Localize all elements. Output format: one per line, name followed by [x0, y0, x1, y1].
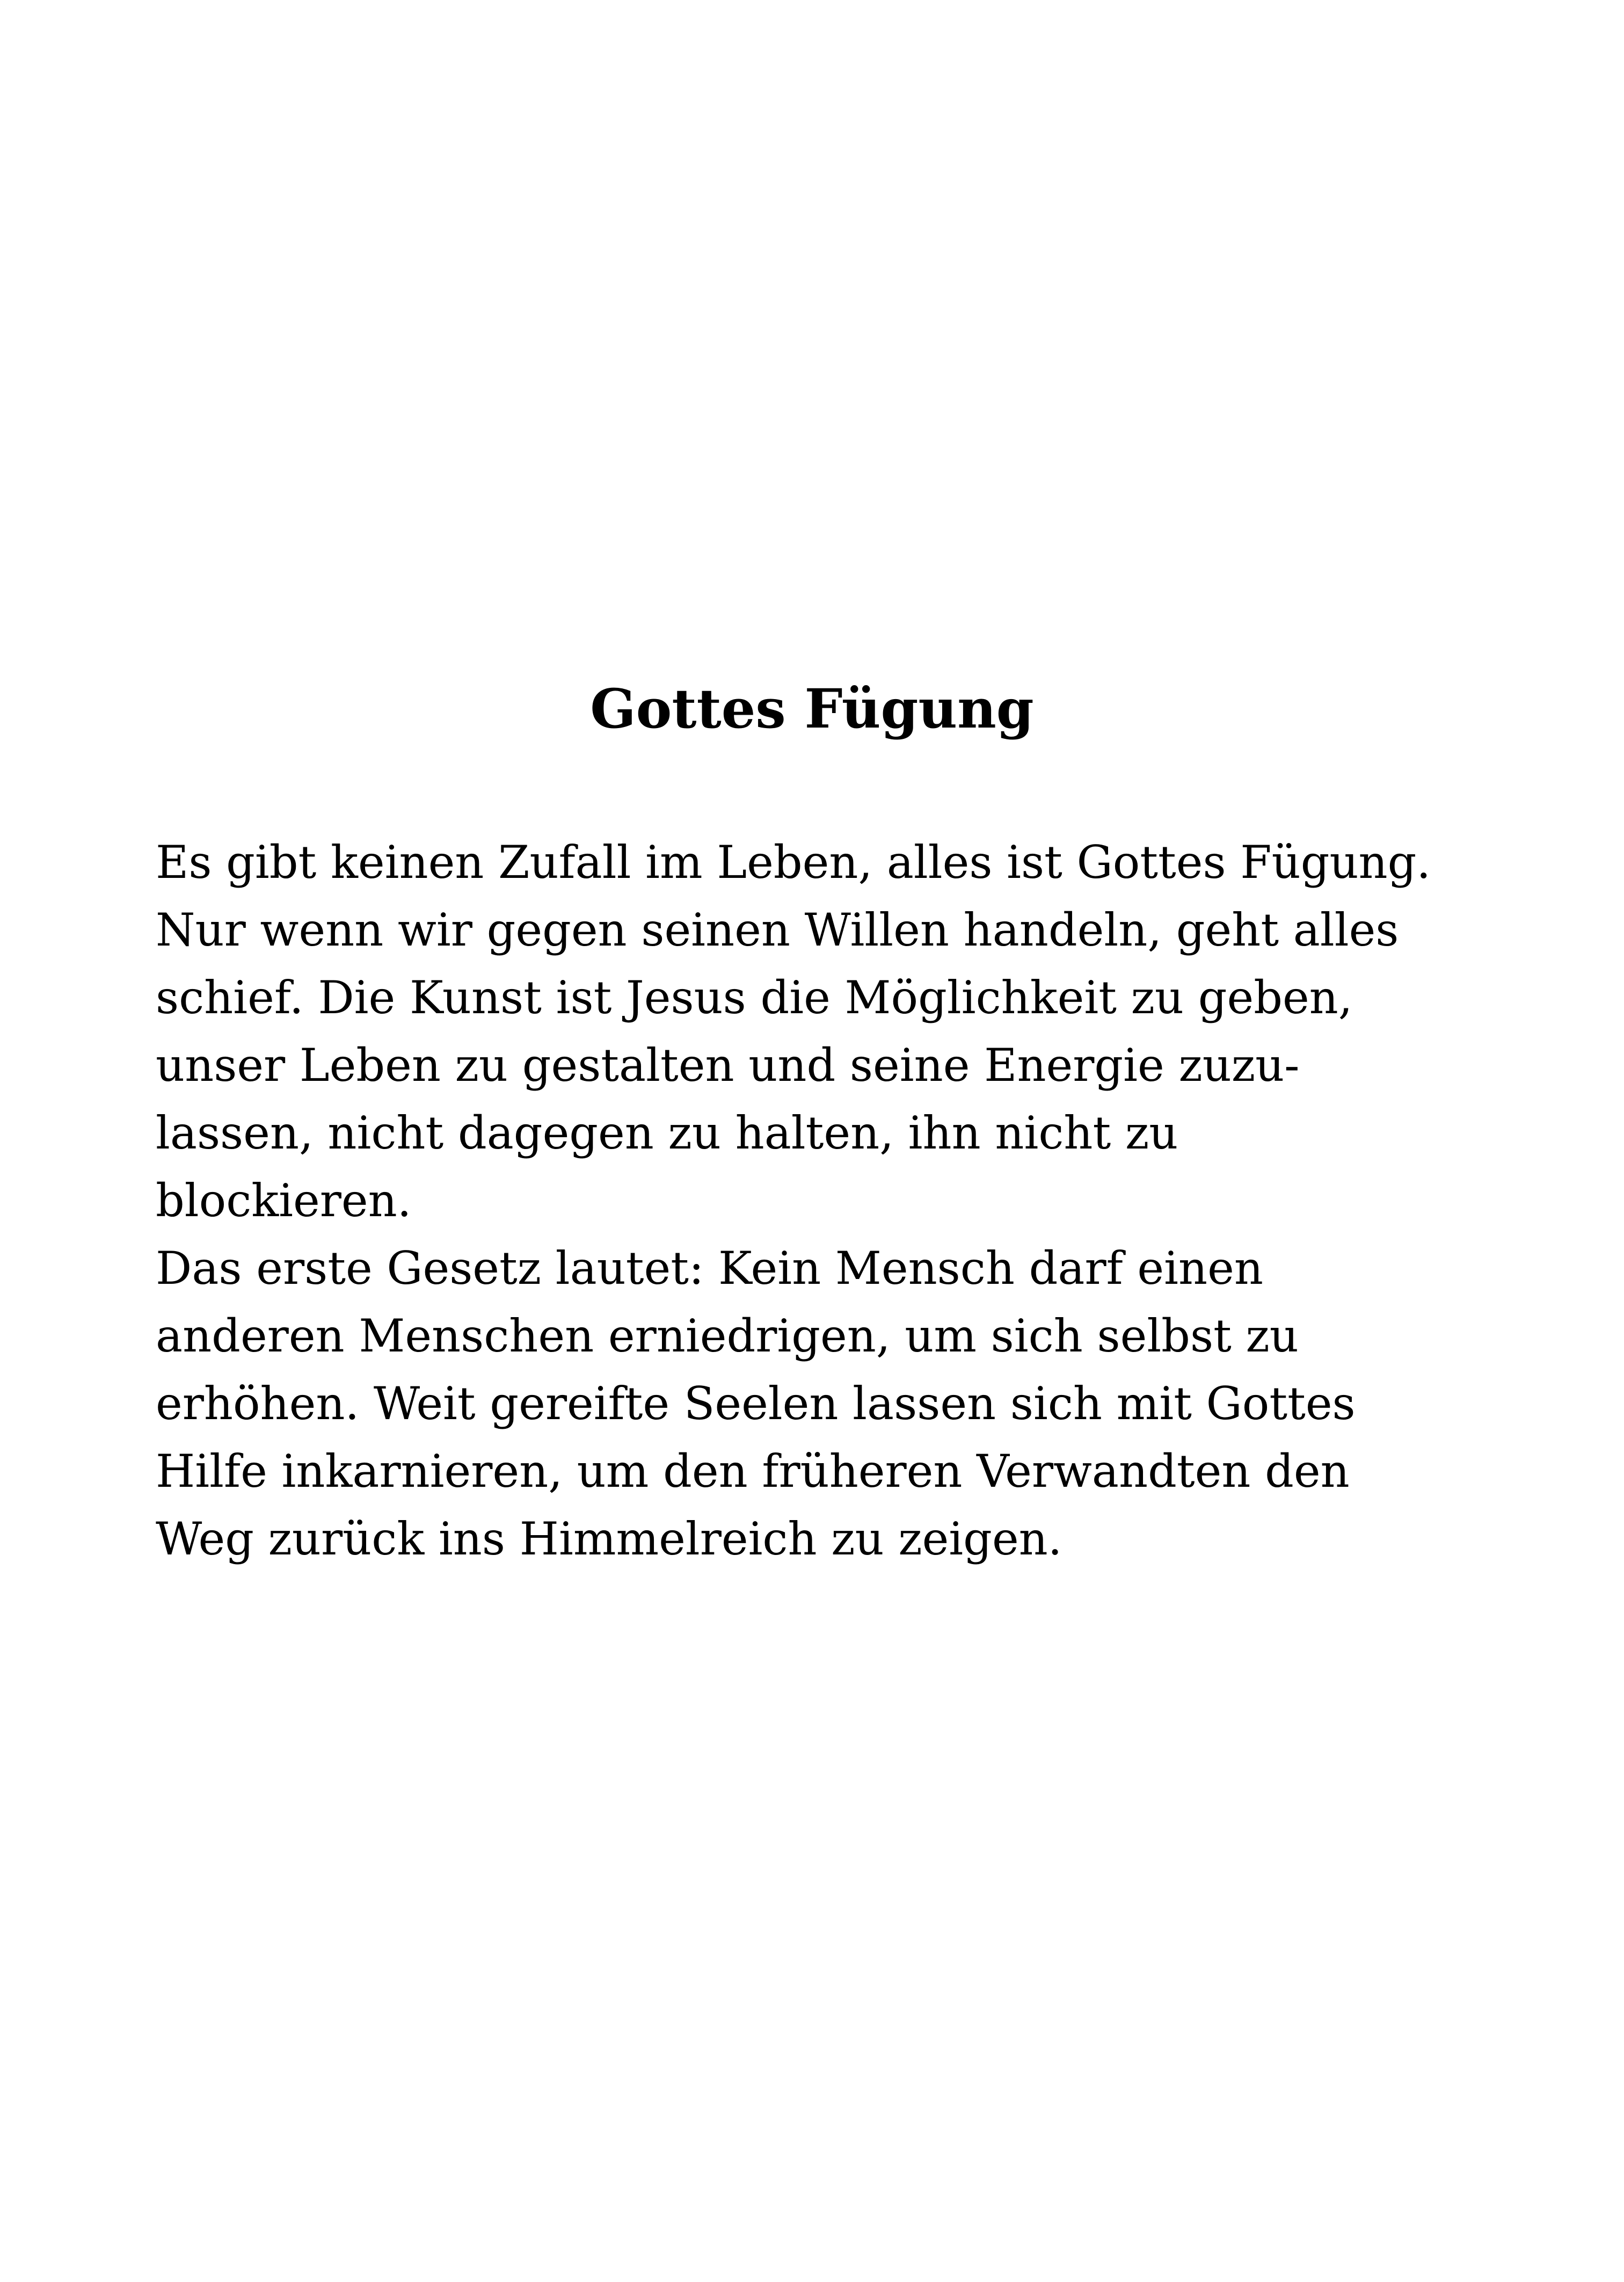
text-line: unser Leben zu gestalten und seine Energie zuzu- [156, 1039, 1300, 1092]
text-line: Weg zurück ins Himmelreich zu zeigen. [156, 1513, 1062, 1565]
text-line: lassen, nicht dagegen zu halten, ihn nicht zu [156, 1107, 1178, 1159]
text-line: anderen Menschen erniedrigen, um sich selbst zu [156, 1310, 1299, 1362]
body-text [156, 829, 1552, 1573]
text-line: blockieren. [156, 1174, 412, 1227]
text-line: Das erste Gesetz lautet: Kein Mensch darf einen [156, 1242, 1263, 1295]
text-line: Es gibt keinen Zufall im Leben, alles ist Gottes Fügung. [156, 836, 1431, 889]
text-line: Nur wenn wir gegen seinen Willen handeln, geht alles [156, 904, 1399, 956]
page-title: Gottes Fügung [590, 677, 1034, 740]
text-line: erhöhen. Weit gereifte Seelen lassen sich mit Gottes [156, 1377, 1356, 1430]
text-line: Hilfe inkarnieren, um den früheren Verwandten den [156, 1445, 1350, 1498]
text-line: schief. Die Kunst ist Jesus die Möglichkeit zu geben, [156, 971, 1353, 1024]
